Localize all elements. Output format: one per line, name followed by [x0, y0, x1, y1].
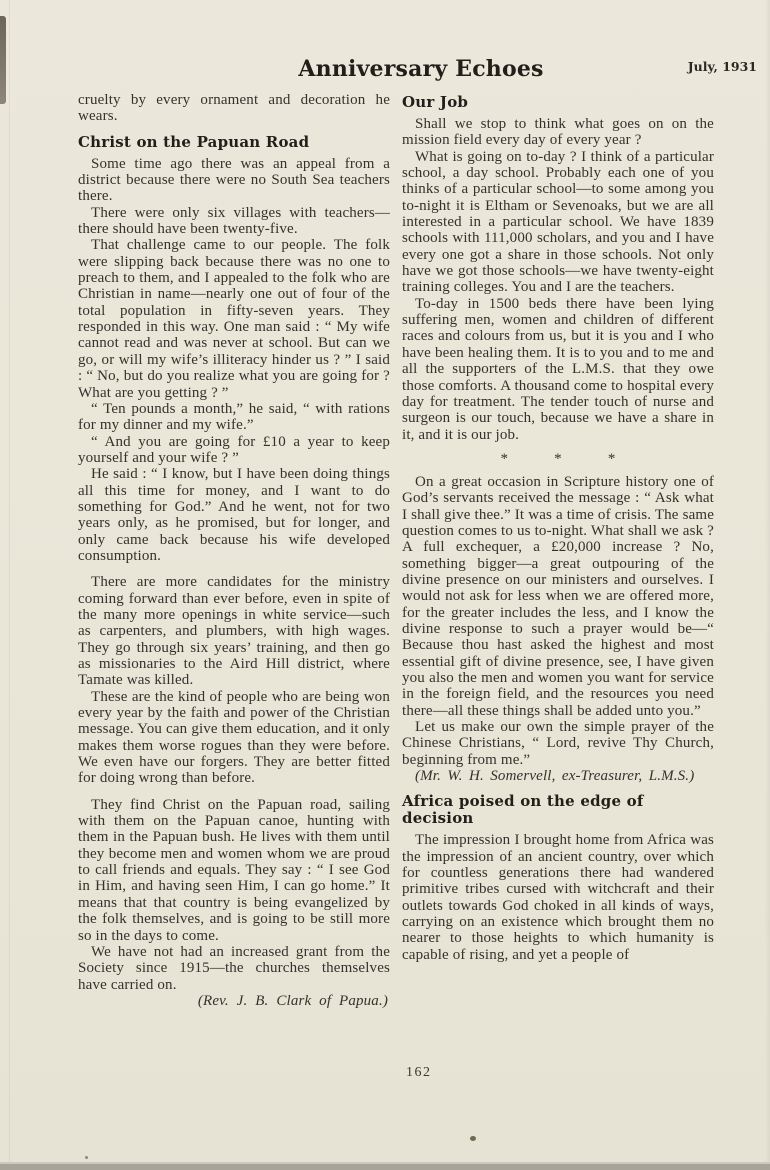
author-attribution: (Rev. J. B. Clark of Papua.)	[197, 992, 388, 1009]
paragraph: “ Ten pounds a month,” he said, “ with rations for my dinner and my wife.”	[78, 400, 390, 434]
section-heading-our-job: Our Job	[402, 93, 469, 111]
asterisk: *	[554, 450, 562, 467]
paragraph: On a great occasion in Scripture history one of God’s servants received the message : “ Ask what I shall give thee.” It was a time of crisis. The same question comes to us to-night. What shall we ask ? A full exchequer, a £20,000 increase ? No, something bigger—a great outpouring of the divine presence on our ministers and ourselves. I would not ask for less when we are offered more, for the greater includes the less, and I know the divine response to such a prayer would be—“ Because thou hast asked the highest and most essential gift of divine presence, see, I have given you also the men and women you want for service in the foreign field, and the resources you need there—all these things shall be added unto you.”	[402, 473, 714, 719]
paper-crease	[9, 0, 10, 1170]
paragraph: Shall we stop to think what goes on on the mission field every day of every year ?	[402, 116, 714, 149]
author-attribution: (Mr. W. H. Somervell, ex-Treasurer, L.M.S.)	[415, 768, 695, 785]
paper-speck	[470, 1136, 476, 1141]
section-heading-christ-papuan-road: Christ on the Papuan Road	[78, 132, 310, 151]
asterisk: *	[500, 450, 509, 467]
scan-edge-bottom	[0, 1164, 770, 1170]
scan-edge-smudge	[0, 16, 6, 104]
paragraph: He said : “ I know, but I have been doing things all this time for money, and I want to do something for God.” And he went, not for two years only, as he promised, but for longer, and only came back because his wife developed consumption.	[78, 466, 390, 564]
paper-speck	[85, 1156, 88, 1159]
issue-date: July, 1931	[687, 59, 757, 74]
paragraph: “ And you are going for £10 a year to keep yourself and your wife ? ”	[78, 433, 390, 466]
paragraph: These are the kind of people who are being won every year by the faith and power of the Christian message. You can give them education, and it only makes them worse rogues than they were before. We even have our forgers. They are better fitted for doing wrong than before.	[78, 688, 390, 787]
left-column	[78, 92, 390, 1009]
paragraph: They find Christ on the Papuan road, sailing with them on the Papuan canoe, hunting with them in the Papuan bush. He lives with them until they become men and women whom we are proud to call friends and equals. They say : “ I see God in Him, and having seen Him, I can go home.” It means that that country is being evangelized by the folk themselves, and is going to be still more so in the days to come.	[78, 796, 390, 944]
section-heading-africa-poised: Africa poised on the edge of decision	[402, 792, 644, 828]
two-column-layout	[78, 92, 714, 1009]
page-number: 162	[406, 1065, 432, 1080]
right-column	[402, 92, 714, 1009]
paragraph: Some time ago there was an appeal from a district because there were no South Sea teachers there.	[78, 155, 390, 205]
asterisk-separator	[402, 452, 714, 467]
paragraph: That challenge came to our people. The folk were slipping back because there was no one to preach to them, and I appealed to the folk who are Christian in name—nearly one out of four of the total population in fifty-seven years. They responded in this way. One man said : “ My wife cannot read and was never at school. But can we go, or will my wife’s illiteracy hinder us ? ” I said : “ No, but do you realize what you are going for ? What are you getting ? ”	[78, 237, 390, 401]
asterisk: *	[607, 450, 616, 467]
paragraph: There are more candidates for the ministry coming forward than ever before, even in spite of the many more openings in white service—such as carpenters, and plumbers, with high wages. They go through six years’ training, and then go as missionaries to the Aird Hill district, where Tamate was killed.	[78, 574, 390, 689]
paragraph: To-day in 1500 beds there have been lying suffering men, women and children of different races and colours from us, but it is you and I who have been healing them. It is to you and to me and all the supporters of the L.M.S. that they owe those comforts. A thousand come to hospital every day for treatment. The tender touch of nurse and surgeon is our touch, because we have a share in it, and it is our job.	[402, 295, 714, 443]
paragraph: Let us make our own the simple prayer of the Chinese Christians, “ Lord, revive Thy Church, beginning from me.”	[402, 719, 714, 768]
paragraph: The impression I brought home from Africa was the impression of an ancient country, over which for countless generations there had wandered primitive tribes cursed with witchcraft and their outlets towards God choked in all kinds of ways, carrying on an existence which brought them no nearer to those heights to which humanity is capable of rising, and yet a people of	[402, 832, 714, 963]
page-title: Anniversary Echoes	[298, 56, 544, 82]
paragraph-continuation: cruelty by every ornament and decoration he wears.	[78, 92, 390, 125]
paragraph: What is going on to-day ? I think of a particular school, a day school. Probably each one of you thinks of a particular school—to some among you to-night it is Eltham or Sevenoaks, but we are all interested in a particular school. We have 1839 schools with 111,000 scholars, and you and I have every one got a share in those schools. Not only have we got those schools—we have twenty-eight training colleges. You and I are the teachers.	[402, 148, 714, 296]
paragraph: There were only six villages with teachers—there should have been twenty-five.	[78, 204, 390, 238]
paragraph: We have not had an increased grant from the Society since 1915—the churches themselves have carried on.	[78, 943, 390, 993]
scan-edge-shadow	[765, 0, 770, 1170]
